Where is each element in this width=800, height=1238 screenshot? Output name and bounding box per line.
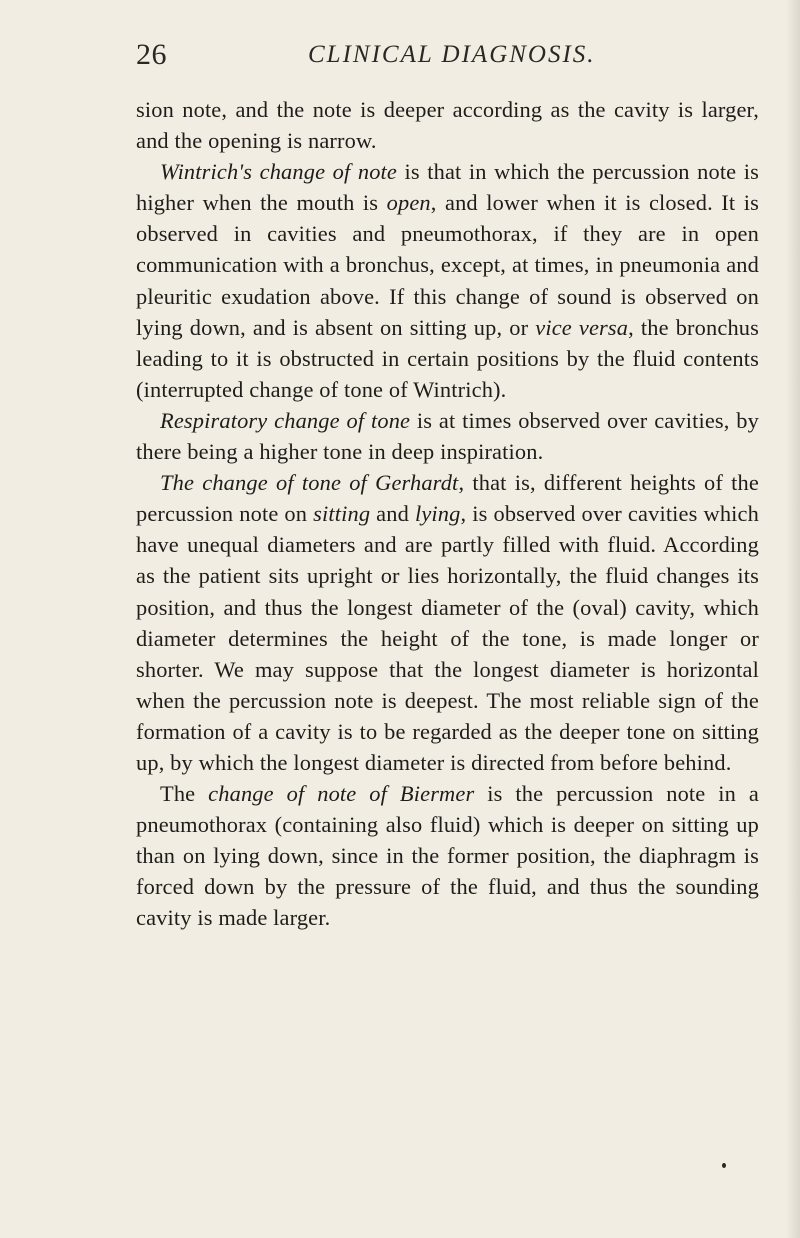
term-open: open (386, 190, 431, 216)
body-text (136, 94, 759, 934)
text-segment: is that in which the percussion note is higher when the mouth is (136, 159, 759, 216)
paragraph-gerhardt (136, 467, 759, 778)
text-segment: is at times observed over cavities, by there being a higher tone in deep inspiration. (136, 407, 759, 465)
running-title: CLINICAL DIAGNOSIS. (308, 41, 596, 68)
term-respiratory: Respiratory change of tone (160, 407, 411, 433)
paragraph-respiratory (136, 405, 759, 467)
paragraph-biermer (136, 778, 759, 933)
page-number: 26 (136, 38, 167, 71)
text-segment: , is observed over cavities which have unequal diameters and are partly filled with fluid. According as the patient sits upright or lies horizontally, the fluid changes its position, and thus the longest diameter of the (oval) cavity, which diameter determines the height of the tone, is made longer or shorter. We may suppose that the longest diameter is horizontal when the percussion note is deepest. The most reliable sign of the formation of a cavity is to be regarded as the deeper tone on sitting up, by which the longest diameter is directed from before behind. (136, 501, 759, 775)
text-segment: sion note, and the note is deeper according as the cavity is larger, and the opening is narrow. (136, 97, 759, 154)
running-head (108, 38, 744, 78)
term-vice-versa: vice versa (535, 314, 629, 340)
ink-speck (722, 1163, 726, 1168)
term-biermer: change of note of Biermer (208, 781, 475, 807)
text-segment: The (160, 781, 209, 807)
text-segment: and (370, 501, 415, 527)
text-segment: , that is, different heights of the percussion note on (136, 470, 759, 527)
term-lying: lying (414, 501, 461, 527)
term-sitting: sitting (313, 501, 371, 527)
paragraph-wintrich (136, 156, 759, 405)
text-segment: , the bronchus leading to it is obstructed in certain positions by the fluid contents (interrupted change of tone of Wintrich). (136, 314, 760, 402)
text-segment: is the percussion note in a pneumothorax (containing also fluid) which is deeper on sitting up than on lying down, since in the former position, the diaphragm is forced down by the pressure of the fluid, and thus the sounding cavity is made larger. (136, 781, 759, 931)
paragraph-1 (136, 94, 759, 156)
term-gerhardt: The change of tone of Gerhardt (160, 470, 459, 496)
text-segment: , and lower when it is closed. It is observed in cavities and pneumothorax, if they are in open communication with a bronchus, except, at times, in pneumonia and pleuritic exudation above. If this change of sound is observed on lying down, and is absent on sitting up, or (136, 190, 759, 340)
scan-edge-shadow (786, 0, 800, 1238)
term-wintrich: Wintrich's change of note (160, 159, 398, 185)
